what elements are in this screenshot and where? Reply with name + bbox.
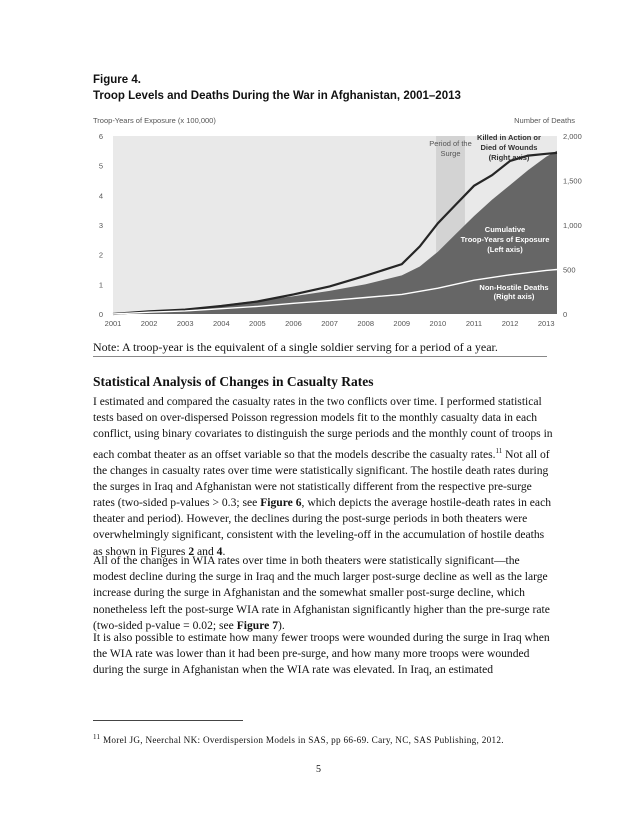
left-tick-label: 5 [98, 161, 103, 171]
x-tick-label: 2003 [176, 319, 194, 328]
paragraph-1 [93, 394, 553, 560]
figure-2-ref[interactable]: 2 [188, 544, 195, 558]
footnote-ref[interactable]: 11 [495, 446, 503, 455]
figure-note: Note: A troop-year is the equivalent of a single soldier serving for a period of a year. [93, 340, 498, 354]
paragraph-2 [93, 553, 553, 634]
x-tick-label: 2005 [249, 319, 266, 328]
footnote-divider [93, 720, 243, 721]
left-tick-label: 4 [98, 191, 103, 201]
footnote [93, 733, 504, 745]
paragraph-3: It is also possible to estimate how many fewer troops were wounded during the surge in Iraq when the WIA rate was lower than it had been pre-surge, and how many more troops were wounded during the surge in Afghanistan when the WIA rate was elevated. In Iraq, an estimated [93, 631, 550, 677]
kia-series-label: (Right axis) [488, 153, 530, 162]
surge-label: Surge [440, 149, 461, 158]
p1-text-d: and [194, 544, 217, 558]
right-tick-label: 2,000 [563, 132, 582, 141]
p1-text-b: Not all of the changes in casualty rates over time were statistically significant. The hostile death rates during the surges in Iraq and Afghanistan were not statistically different from the respective pre-surge rates (two-sided p-values > 0.3; see [93, 447, 550, 510]
troop-deaths-chart [0, 0, 638, 340]
figure-6-ref[interactable]: Figure 6 [260, 496, 302, 510]
x-tick-label: 2006 [285, 319, 302, 328]
right-tick-label: 1,000 [563, 221, 582, 230]
figure-7-ref[interactable]: Figure 7 [236, 618, 279, 632]
p2-end: ). [278, 618, 285, 632]
x-tick-label: 2007 [321, 319, 338, 328]
kia-series-label: Killed in Action or [477, 133, 541, 142]
figure-label: Figure 4. [93, 74, 141, 86]
page-number: 5 [316, 764, 321, 775]
note-divider [93, 356, 547, 357]
left-tick-label: 1 [98, 280, 103, 290]
non-hostile-series-label: (Right axis) [493, 292, 535, 301]
left-axis-label: Troop-Years of Exposure (x 100,000) [93, 116, 216, 125]
cumulative-series-label: Cumulative [484, 225, 526, 234]
footnote-text: Morel JG, Neerchal NK: Overdispersion Models in SAS, pp 66-69. Cary, NC, SAS Publishing, 2012. [100, 735, 504, 746]
left-tick-label: 3 [98, 221, 103, 230]
x-tick-label: 2008 [357, 319, 375, 328]
footnote-number: 11 [93, 733, 101, 741]
right-tick-label: 500 [563, 265, 576, 275]
section-heading: Statistical Analysis of Changes in Casualty Rates [93, 374, 374, 389]
cumulative-series-label: Troop-Years of Exposure [460, 235, 550, 244]
right-tick-label: 1,500 [563, 176, 582, 186]
left-tick-label: 6 [98, 132, 103, 141]
cumulative-series-label: (Left axis) [487, 245, 523, 254]
left-tick-label: 2 [98, 250, 103, 260]
p2-text: All of the changes in WIA rates over time in both theaters were statistically significant—the modest decline during the surge in Iraq and the much larger post-surge decline as well as the large increase during the surge in Afghanistan and the somewhat smaller post-surge decline, which nonetheless left the post-surge WIA rate in Afghanistan significantly higher than the pre-surge rate (two-sided p-value = 0.02; see [93, 554, 550, 632]
p1-text-c: , which depicts the average hostile-death rates in each theater and period). However, the declines during the post-surge periods in both theaters were overwhelmingly significant, consistent with the leveling-off in the accumulation of hostile deaths as shown in Figures [93, 496, 552, 558]
x-tick-label: 2012 [501, 319, 519, 328]
x-tick-label: 2002 [140, 319, 158, 328]
left-tick-label: 0 [98, 310, 103, 319]
figure-4-ref[interactable]: 4 [216, 544, 223, 558]
figure-caption: Troop Levels and Deaths During the War in Afghanistan, 2001–2013 [93, 90, 461, 102]
x-tick-label: 2013 [537, 319, 555, 328]
p1-text-e: . [222, 544, 226, 558]
p1-text-a: I estimated and compared the casualty rates in the two conflicts over time. I performed statistical tests based on over-dispersed Poisson regression models fit to the monthly casualty data in each conflict, using binary covariates to distinguish the surge periods and the monthly count of troops in each combat theater as an offset variable so that the models describe the casualty rates. [93, 395, 553, 461]
right-tick-label: 0 [563, 310, 568, 319]
x-tick-label: 2009 [393, 319, 411, 328]
x-tick-label: 2011 [465, 319, 483, 328]
surge-label: Period of the [429, 139, 472, 148]
x-tick-label: 2004 [212, 319, 230, 328]
kia-series-label: Died of Wounds [480, 143, 538, 152]
right-axis-label: Number of Deaths [514, 116, 575, 125]
x-tick-label: 2010 [429, 319, 447, 328]
x-tick-label: 2001 [104, 319, 122, 328]
non-hostile-series-label: Non-Hostile Deaths [479, 283, 549, 292]
